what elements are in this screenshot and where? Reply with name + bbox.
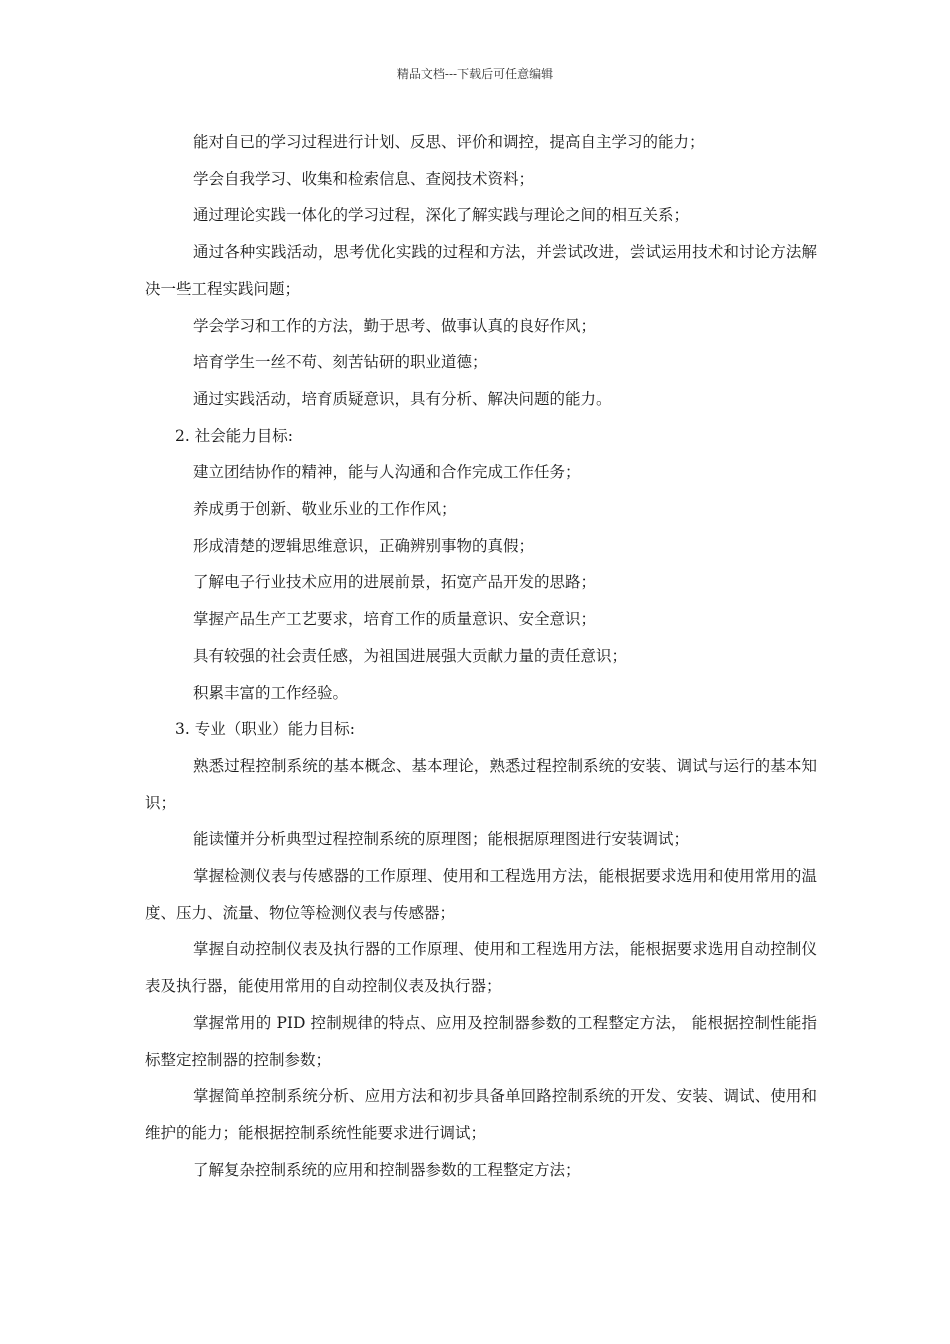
- paragraph: 学会学习和工作的方法，勤于思考、做事认真的良好作风；: [193, 316, 597, 335]
- paragraph: 掌握简单控制系统分析、应用方法和初步具备单回路控制系统的开发、安装、调试、使用和维护的能力；能根据控制系统性能要求进行调试；: [145, 1087, 817, 1142]
- paragraph: 了解电子行业技术应用的进展前景，拓宽产品开发的思路；: [193, 573, 597, 592]
- paragraph: 建立团结协作的精神，能与人沟通和合作完成工作任务；: [193, 463, 581, 482]
- paragraph: 培育学生一丝不苟、刻苦钻研的职业道德；: [193, 353, 488, 372]
- paragraph: 熟悉过程控制系统的基本概念、基本理论，熟悉过程控制系统的安装、调试与运行的基本知识；: [145, 756, 817, 812]
- paragraph: 具有较强的社会责任感，为祖国进展强大贡献力量的责任意识；: [193, 646, 628, 665]
- document-body: [145, 124, 817, 1188]
- paragraph: 通过各种实践活动，思考优化实践的过程和方法，并尝试改进，尝试运用技术和讨论方法解决一些工程实践问题；: [145, 243, 817, 298]
- paragraph: 掌握自动控制仪表及执行器的工作原理、使用和工程选用方法，能根据要求选用自动控制仪表及执行器，能使用常用的自动控制仪表及执行器；: [145, 940, 817, 996]
- paragraph: 掌握检测仪表与传感器的工作原理、使用和工程选用方法，能根据要求选用和使用常用的温度、压力、流量、物位等检测仪表与传感器；: [145, 867, 817, 922]
- section-heading-social: 2. 社会能力目标:: [175, 426, 293, 445]
- paragraph: 掌握常用的 PID 控制规律的特点、应用及控制器参数的工程整定方法， 能根据控制性能指标整定控制器的控制参数；: [145, 1013, 817, 1069]
- page-header: 精品文档---下载后可任意编辑: [396, 67, 554, 81]
- section-heading-professional: 3. 专业（职业）能力目标:: [175, 720, 355, 739]
- paragraph: 通过实践活动，培育质疑意识，具有分析、解决问题的能力。: [193, 389, 612, 408]
- paragraph: 养成勇于创新、敬业乐业的工作作风；: [193, 500, 457, 519]
- paragraph: 积累丰富的工作经验。: [193, 683, 349, 702]
- paragraph: 通过理论实践一体化的学习过程，深化了解实践与理论之间的相互关系；: [193, 206, 690, 225]
- paragraph: 学会自我学习、收集和检索信息、查阅技术资料；: [193, 169, 535, 188]
- paragraph: 掌握产品生产工艺要求，培育工作的质量意识、安全意识；: [193, 610, 597, 629]
- paragraph: 了解复杂控制系统的应用和控制器参数的工程整定方法；: [193, 1160, 581, 1179]
- paragraph: 能对自已的学习过程进行计划、反思、评价和调控，提高自主学习的能力；: [193, 133, 705, 151]
- paragraph: 能读懂并分析典型过程控制系统的原理图；能根据原理图进行安装调试；: [193, 830, 690, 849]
- paragraph: 形成清楚的逻辑思维意识，正确辨别事物的真假；: [193, 536, 535, 555]
